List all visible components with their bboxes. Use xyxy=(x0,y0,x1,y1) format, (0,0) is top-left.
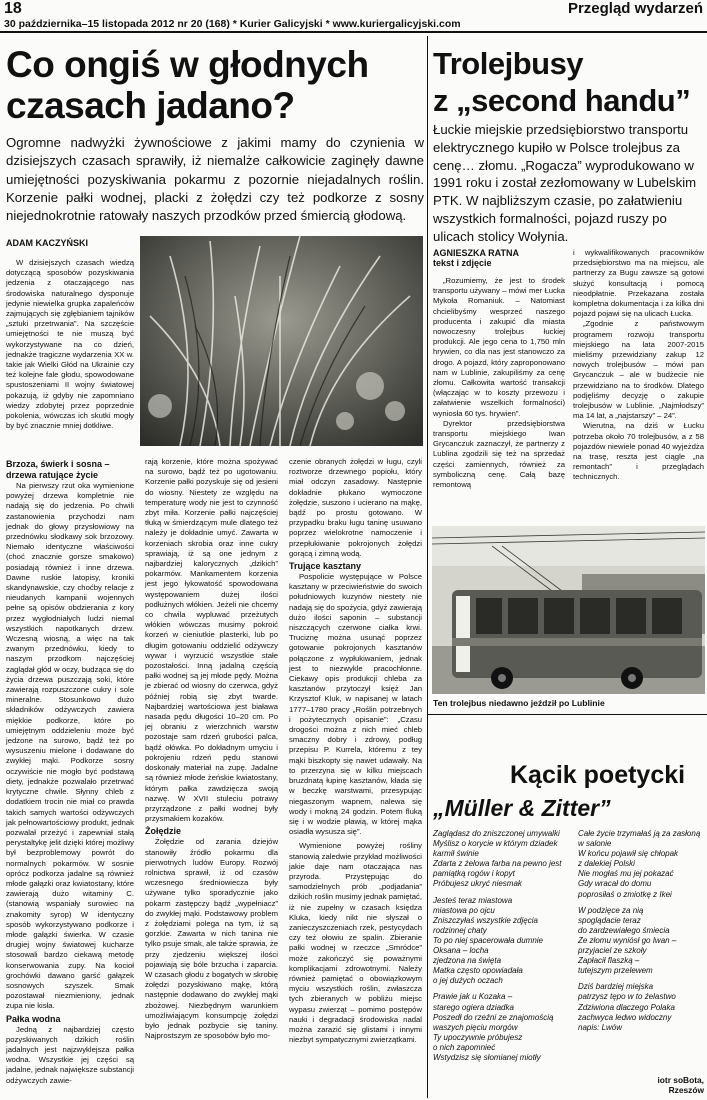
col3-tail: Pospolicie występujące w Polsce kasztany w przeciwieństwie do swoich południowych kuzynów niestety nie nadają się do spożycia, gdyż zawierają dużo ilości saponin – substancji niszczących czerwone ciałka krwi. Truciznę można usunąć poprzez gotowanie pokrojonych kasztanów połączone z wypłukiwaniem, jednak jest to niezwykle pracochłonne. Ciekawy opis produkcji chleba za kasztanów przytoczył księż Jan Krzysztof Kluk, w napisanej w latach 1777–1780 pracy „Roślin potrzebnych i pożytecznych opisanie”: „Czasu drogości można z nich mieć chleb smaczny dobry i zdrowy, podług przepisu P. Kurrela, któremu z tey mąki biszkopty się nawet udawały. Na to przerzyna się w kilku miejscach bruzdnatą łupinę kasztanów, kłada się w beczkę warstwami, przesypując niegaszonym wapnem, nalewa się wody i mokną 24 godzin. Potem fluką się i w wodzie pławią, w której mąka osiadła wysusza się”. Wymienione powyżej rośliny stanowią zaledwie przykład możliwości jakie daje nam otaczająca nas przyroda. Przystępując do samodzielnych prób „podjadania” dzikich roślin musimy jednak pamiętać, iż nie zupełny w czasach księdza Kluka, kiedy nikt nie słyszał o zanieczyszczeniach rzek, pestycydach czy też ołowiu ze spalin. Zbieranie pałki wodnej w rzeczce „Smródce” może zakończyć się poważnymi komplikacjami zdrowotnymi. Należy również pamiętać o obowiązkowym myciu wszystkich roślin, zwłaszcza tych zbieranych w pobliżu miejsc wypasu zwierząt – pomimo postępów nauki i degradacji środowiska nadal można zarazić się glistami i innymi niezbyt sympatycznymi zwierzątkami. xyxy=(289,572,422,1045)
article-lead: Ogromne nadwyżki żywnościowe z jakimi mamy do czynienia w dzisiejszych czasach sprawiły, iż niemalże całkowicie zaginęły dawne umiejętności pozyskiwania pokarmu z pozornie niejadalnych roślin. Korzenie pałki wodnej, placki z żołędzi czy też podkorze z sosny niejednokrotnie ratowały naszych przodków przed śmiercią głodową. xyxy=(6,135,424,224)
article-title: Co ongiś w głodnych czasach jadano? xyxy=(6,44,369,126)
trolleybus-photo xyxy=(432,526,705,694)
poem-left: Zaglądasz do zniszczonej umywalki Myślisz o korycie w którym dziadek karmił świnie Zdarta z żelowa farba na pewno jest pamiątką rogów i kopyt Próbujesz ukryć niesmak Jesteś teraz miastowa miastowa po ojcu Zniszczyłaś wszystkie zdjęcia rodzinnej chaty To po niej spacerowała dumnie Oksana – locha zjedzona na święta Matka często opowiadała o jej dużych oczach Prawie jak u Kozaka – starego ogiera dziadka Poszedł do rzeźni ze znajomością waszych pięciu morgów Ty upoczywnie próbujesz o nich zapomnieć Wstydzisz się słomianej miotły xyxy=(433,829,562,1062)
poem-right: Całe życie trzymałaś ją za zasłoną w salonie W końcu pojawił się chłopak z dalekiej Polski Nie mogłaś mu jej pokazać Gdy wracał do domu poprosiłaś o zmiotkę z Ikei W podzięce za nią spoglądacie teraz do zardzewiałego śmiecia Ze złomu wyniósł go Iwan – przyjaciel ze szkoły Zapłacił flaszką – tutejszym przelewem Dziś bardziej miejska patrzysz tępo w to żelastwo Zdziwiona dlaczego Polaka zachwyca ledwo widoczny napis: Lwów xyxy=(578,829,701,1032)
col3-text: czenie obranych żołędzi w ługu, czyli roztworze drzewnego popiołu, który miał odczyn zasadowy. Następnie dokładnie płukano wymoczone żołędzie, suszono i ucierano na mąkę, bądź po prostu gotowano. W przypadku braku ługu taninę usuwano poprzez wielokrotne namoczenie i przepłukiwanie pokrojonych żołędzi gorącą i zimną wodą. xyxy=(289,457,422,558)
plant-photo xyxy=(140,236,423,446)
subheading-cattail: Pałka wodna xyxy=(6,1013,61,1024)
poetry-divider xyxy=(428,714,707,715)
article2-col-left xyxy=(433,248,565,490)
col1-text: Na pierwszy rzut oka wymienione powyżej drzewa kompletnie nie nadają się do jedzenia. Po chwili zastanowienia przychodzi nam jednak do głowy przysłowiowy na przednówku słodkawy sok brzozowy. Niemało identyczne właściwości (choć znacznie gorsze smakowo) posiadają również i inne drzewa. Dawne ruskie latopisy, kroniki skandynawskie, czy choćby relacje z nieudanych kampanii wojennych pełne są opisów obdzierania z kory przez wygłodniałych ludzi niemal wszystkich napotkanych drzew. Wczesną wiosną, a więc na tak zwanym przednówku, kiedy to naszym przodkom najczęściej zaglądał głód w oczy, budząca się do życia drzewa puszczają soki, które zawierają rozpuszczone cukry i sole mineralne. Stosunkowo dużo składników odżywczych zawiera miękkie podkorze, które po umiejętnym oddzieleniu może być jedzone na surowo, bądź też po wysuszeniu mielone i dodawane do zwykłej mąki. Podkorze sosny oczywiście nie mogło być podstawą diety, jednakże pozwalało przetrwać krytyczne chwile. Słynny chleb z dodatkiem trocin nie miał co prawda takich samych wartości odżywczych jak pełnowartościowy produkt, jednak pozwalał przeżyć i zapewniał stałą perystaltykę jelit dzięki której możliwy był bezproblemowy powrót do normalnych pokarmów. W sosnie oprócz podkorza jadalne są również młode gałązki oraz kwiatostany, które zawierają dużo witaminy C. (stanowią wspaniały surowiec na znakomity syrop) W identyczny sposób wykorzystywano podkorze i młode gałązki świerka. W czasie drugiej wojny światowej kucharze stosowali bardzo ciekawą metodę konserwowania zupy. Na kocioł grochówki dawano garść gałązek sosnowych szyszek. Smak pozostawał niezmieniony, jednak zupa nie kisła. xyxy=(6,481,134,1011)
col2-tail: Żołędzie od zarania dziejów stanowiły źródło pokarmu dla pierwotnych ludów Europy. Rozwój rolnictwa sprawił, iż od czasów wczesnego średniowiecza były używane tylko sporadycznie jako pokarm zastępczy bądź „wypełniacz” do zwykłej mąki. Podstawowy problem z żołędziami polega na tym, iż są gorzkie. Zawarta w nich tanina nie tylko psuje smak, ale także sprawia, że przy zjedzeniu większej ilości pojawiają się bóle brzucha i zaparcia. W czasach głodu z bogatych w skrobię żołędzi pozyskiwano mąkę, którą następnie dodawano do zwykłej mąki zbożowej. Niezbędnym warunkiem umożliwiającym konsumpcję żołędzi było jednak pozbycie się taniny. Najprostszym ze sposobów było mo- xyxy=(145,837,278,1041)
poetry-heading: Kącik poetycki xyxy=(510,761,686,789)
header-rule xyxy=(0,31,707,33)
byline: ADAM KACZYŃSKI xyxy=(6,238,88,248)
article2-right-text: i wykwalifikowanych pracowników przedsiębiorstwo ma na miejscu, ale partnerzy za Bugu zawsze są gotowi służyć konsultacją i pomocą nieodpłatnie. Przekazana została kompletna dokumentacja i za kilka dni pojazd pojawi się na ulicach Łucka. „Zgodnie z państwowym programem rozwoju transportu miejskiego na lata 2007-2015 mieliśmy przewidziany zakup 12 nowych trolejbusów – mówi pan Grycanczuk – ale w budżecie nie przewidziano na to środków. Dlatego podjęliśmy decyzję o zakupie trolejbusów w Lublinie. „Najmłodszy” ma 14 lat, a „najstarszy” – 24”. Wierutna, na dziś w Łucku potrzeba około 70 trolejbusów, a z 58 pojazdów niewiele ponad 40 wyjeżdża na trasę, reszta jest ciągle „na remontach” i przeglądach technicznych. xyxy=(573,248,704,482)
article1-col0 xyxy=(6,238,134,431)
byline2-sub: tekst i zdjęcie xyxy=(433,258,492,268)
section-title: Przegląd wydarzeń xyxy=(567,0,703,17)
article2-title: Trolejbusy z „second handu” xyxy=(433,46,691,118)
article2-left-text: „Rozumiemy, że jest to środek transportu używany – mówi mer Łucka Mykoła Romaniuk. – Natomiast chcielibyśmy wesprzeć naszego producenta i zakupić dla miasta nowoczesny trolejbus łuckiej produkcji. Ale jego cena to 1,750 mln hrywien, co dla nas jest stanowczo za drogo. A pojazd, który zaproponowano nam w Lublinie, zakupiliśmy za cenę złomu. Całkowita wartość transakcji (włączając w to koszty przewozu i załatwienie wszelkich formalności) wyniosła 60 tys. hrywien”. Dyrektor przedsiębiorstwa transportu miejskiego Iwan Grycanczuk zaznaczył, że partnerzy z Lublina zgodzili się też na sprzedaż części zamiennych, również za symboliczną cenę. Całą bazę remontową xyxy=(433,276,565,490)
article1-col2 xyxy=(145,457,278,1041)
article2-lead: Łuckie miejskie przedsiębiorstwo transportu elektrycznego kupiło w Polsce trolejbus za cenę… złomu. „Rogacza” wyprodukowano w 1991 roku i został zezłomowany w Lubelskim PTK. W najbliższym czasie, po załatwieniu wszystkich formalności, pojazd ruszy po ulicach stolicy Wołynia. xyxy=(433,122,697,244)
poem-title: „Müller & Zitter” xyxy=(433,795,611,821)
poem-signature: iotr soBota, Rzeszów xyxy=(657,1075,704,1095)
col1-tail: Jedną z najbardziej często pozyskiwanych dzikich roślin jadalnych jest najzwyklejsza pałka wodna. Wszystkie jej części są jadalne, jednak największe substancji odżywczych zawie- xyxy=(6,1024,134,1085)
col2-text: rają korzenie, które można spożywać na surowo, bądź też po ugotowaniu. Korzenie pałki pozyskuje się od jesieni do wiosny. Niestety ze względu na temperaturę wody nie jest to czynność zbyt miła. Korzenie pałki najczęściej tłuką w śmierdzącym mule dlatego też należy je dokładnie umyć. Zawarta w korzeniach skrobia oraz inne cukry sprawiają, iż są one jednym z najbardziej kalorycznych „dzikich” pokarmów. Mankamentem korzenia jest jego łykowatość spowodowana występowaniem dużej ilości podłużnych włókien. Jeżeli nie chcemy co chwila wypluwać przeżutych włókien wówczas musimy pokroić korzeń w cieniutkie plasterki, lub po długim gotowaniu oddzielić odżywczy wywar i wyrzucić wszystkie stałe pozostałości. Inną jadalną częścią pałki wodnej są jej młode pędy. Można je zbierać od wiosny do czerwca, gdyż później robią się zbyt twarde. Najbardziej wartościowa jest biaława nasada pędu długości 10–20 cm. Po jej obraniu z wierzchnich warstw pozostaje sam rdzeń grubości palca, bądź ołówka. Po dokładnym umyciu i pokrojeniu rdzeń pędu stanowi doskonały materiał na zupę. Jadalne są również młode żeńskie kwiatostany, którym pałka zawdzięcza swoją nazwę. W XVII stuleciu potrawy przyrządzone z pałki wodnej były przysmakiem kozaków. xyxy=(145,457,278,824)
subheading-acorns: Żołędzie xyxy=(145,826,182,837)
page-number: 18 xyxy=(4,0,22,17)
subheading-trees: Brzoza, świerk i sosna – drzewa ratujące życie xyxy=(6,459,110,480)
article2-col-right xyxy=(573,248,704,483)
photo-caption: Ten trolejbus niedawno jeździł po Lublinie xyxy=(433,698,605,708)
byline2: AGNIESZKA RATNA xyxy=(433,248,519,258)
article1-col1 xyxy=(6,457,134,1086)
subheading-chestnuts: Trujące kasztany xyxy=(289,561,362,572)
intro-text: W dzisiejszych czasach wiedzą dotyczącą sposobów pozyskiwania jedzenia z otaczającego nas środowiska naturalnego dysponuje jedynie niewielka grupka zapaleńców zajmujących się zgłębianiem tajników „sztuki przetrwania”. Na szczęście umiejętności te nie muszą być wykorzystywane na co dzień, jednakże tragiczne wydarzenia XX w. takie jak Wielki Głód na Ukrainie czy też kolejne fale głodu, spowodowane spustoszeniami II wojny światowej pokazują, iż gdyby nie zapomniano wiedzy zdobytej przez poprzednie pokolenia, wówczas ich skutki mogły by być znacznie mniej dotkliwe. xyxy=(6,258,134,431)
article1-col3 xyxy=(289,457,422,1045)
column-divider xyxy=(427,36,428,1098)
issue-line: 30 października–15 listopada 2012 nr 20 (168) * Kurier Galicyjski * www.kuriergalicyjski.com xyxy=(4,18,461,30)
